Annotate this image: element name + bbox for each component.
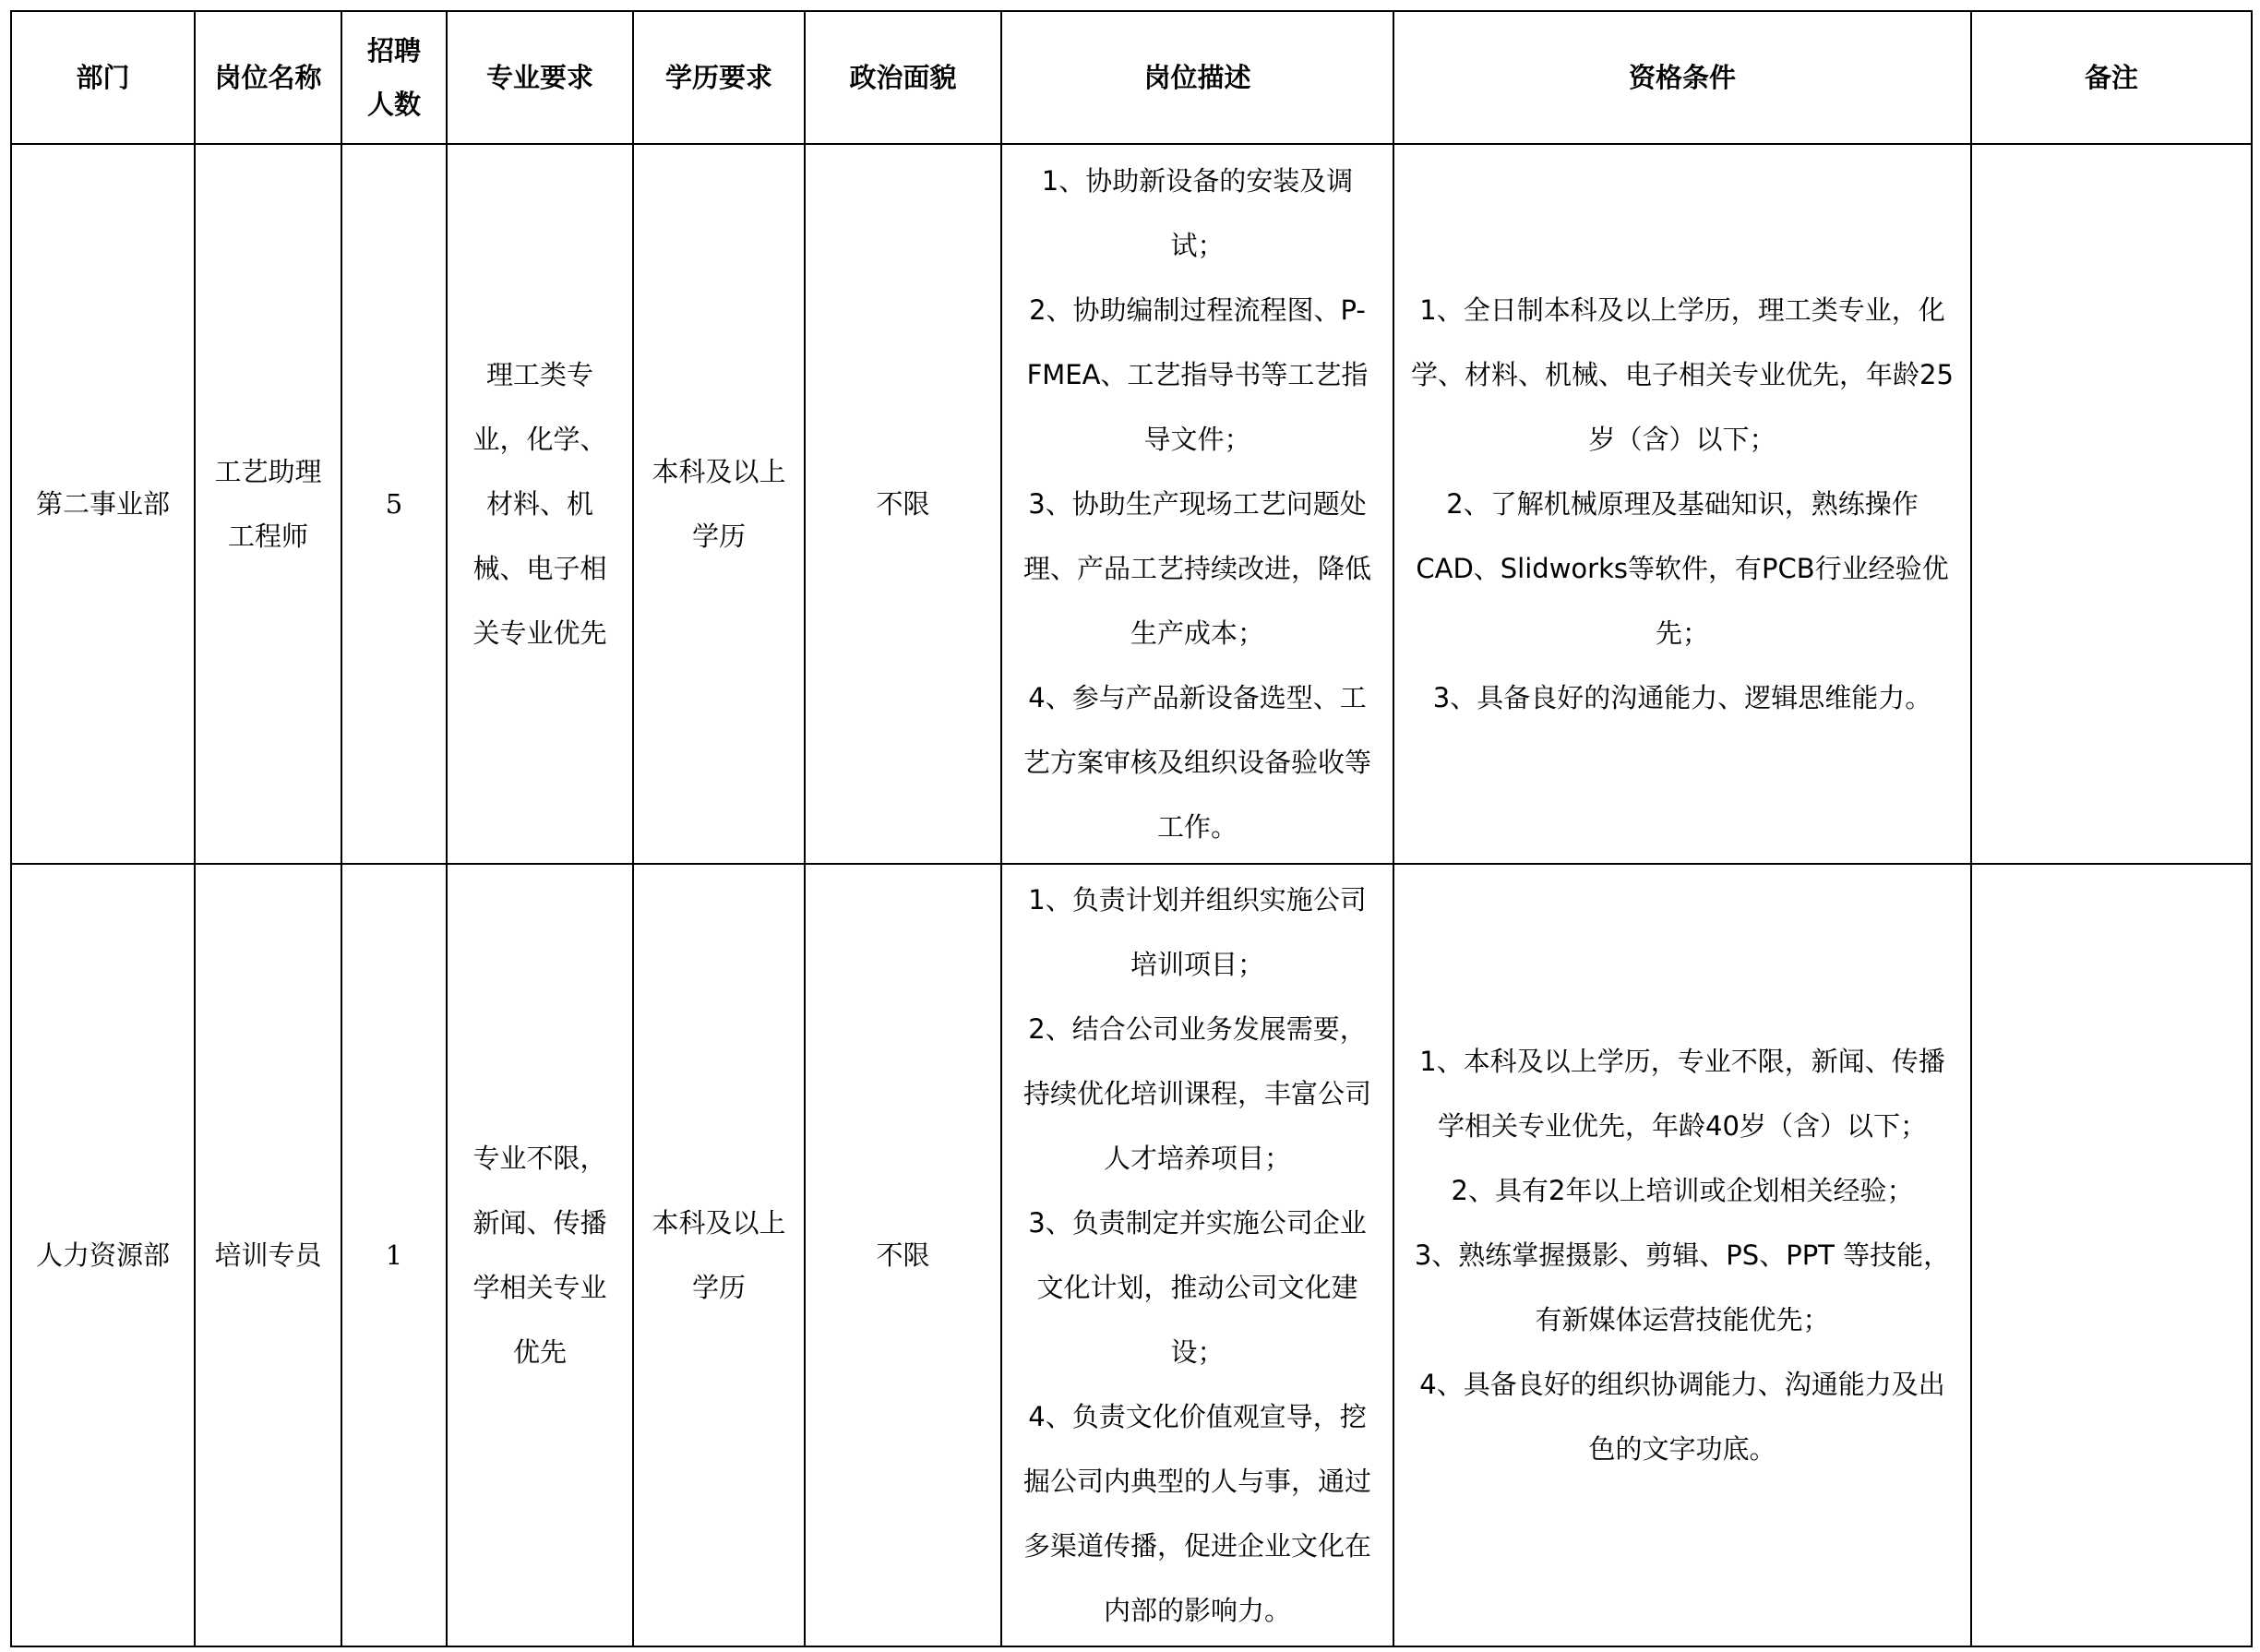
cell-line: 学历 xyxy=(691,521,746,552)
header-qual: 资格条件 xyxy=(1393,11,1971,144)
cell-line: 学、材料、机械、电子相关专业优先，年龄25 xyxy=(1411,359,1954,390)
cell-line: 导文件； xyxy=(1143,424,1251,455)
cell-major xyxy=(447,144,633,864)
cell-line: 多渠道传播，促进企业文化在 xyxy=(1022,1530,1371,1562)
cell-line: 学相关专业优先，年龄40岁（含）以下； xyxy=(1438,1110,1927,1142)
cell-line: 3、熟练掌握摄影、剪辑、PS、PPT 等技能， xyxy=(1414,1239,1951,1271)
cell-line: 设； xyxy=(1170,1336,1225,1368)
header-desc: 岗位描述 xyxy=(1001,11,1393,144)
cell-desc xyxy=(1001,144,1393,864)
header-count-line: 招聘 xyxy=(366,35,421,66)
cell-line: 工作。 xyxy=(1156,811,1238,843)
cell-line: 3、协助生产现场工艺问题处 xyxy=(1028,488,1367,520)
cell-dept: 人力资源部 xyxy=(11,864,195,1646)
cell-count: 5 xyxy=(341,144,447,864)
cell-line: FMEA、工艺指导书等工艺指 xyxy=(1026,359,1369,390)
table-row xyxy=(11,864,2252,1646)
cell-line: 试； xyxy=(1170,230,1225,261)
header-row xyxy=(11,11,2252,144)
header-edu: 学历要求 xyxy=(633,11,805,144)
cell-line: 文化计划，推动公司文化建 xyxy=(1036,1272,1358,1303)
cell-line: 新闻、传播 xyxy=(472,1207,607,1239)
header-count-line: 人数 xyxy=(366,89,421,120)
cell-line: 工艺助理 xyxy=(214,456,322,487)
cell-note xyxy=(1971,864,2252,1646)
cell-line: 2、具有2年以上培训或企划相关经验； xyxy=(1451,1175,1914,1206)
recruitment-table xyxy=(10,10,2253,1647)
cell-line: 培训项目； xyxy=(1130,949,1264,980)
cell-note xyxy=(1971,144,2252,864)
cell-desc xyxy=(1001,864,1393,1646)
cell-major xyxy=(447,864,633,1646)
cell-line: 2、协助编制过程流程图、P- xyxy=(1029,294,1366,326)
cell-line: 生产成本； xyxy=(1130,617,1264,649)
cell-line: 持续优化培训课程，丰富公司 xyxy=(1022,1078,1371,1109)
cell-line: 业，化学、 xyxy=(472,424,607,455)
header-note: 备注 xyxy=(1971,11,2252,144)
cell-position xyxy=(195,864,341,1646)
cell-qual xyxy=(1393,144,1971,864)
cell-line: 专业不限， xyxy=(472,1143,607,1174)
cell-political: 不限 xyxy=(805,864,1001,1646)
cell-line: 1、全日制本科及以上学历，理工类专业，化 xyxy=(1419,294,1945,326)
cell-line: 3、具备良好的沟通能力、逻辑思维能力。 xyxy=(1432,682,1932,713)
cell-line: 关专业优先 xyxy=(472,617,607,649)
cell-qual xyxy=(1393,864,1971,1646)
cell-line: 有新媒体运营技能优先； xyxy=(1535,1304,1830,1335)
cell-edu xyxy=(633,144,805,864)
header-position: 岗位名称 xyxy=(195,11,341,144)
cell-line: 本科及以上 xyxy=(652,456,786,487)
cell-line: 1、本科及以上学历，专业不限，新闻、传播 xyxy=(1419,1046,1945,1077)
cell-count: 1 xyxy=(341,864,447,1646)
cell-line: 岁（含）以下； xyxy=(1588,424,1776,455)
cell-line: 掘公司内典型的人与事，通过 xyxy=(1022,1466,1371,1497)
cell-line: 先； xyxy=(1655,617,1709,649)
cell-line: 艺方案审核及组织设备验收等 xyxy=(1022,747,1371,778)
cell-line: 械、电子相 xyxy=(472,553,607,584)
cell-line: 理工类专 xyxy=(485,359,593,390)
cell-position xyxy=(195,144,341,864)
cell-line: 理、产品工艺持续改进，降低 xyxy=(1022,553,1371,584)
cell-line: 材料、机 xyxy=(485,488,593,520)
cell-line: 学相关专业 xyxy=(472,1272,607,1303)
cell-line: CAD、Slidworks等软件，有PCB行业经验优 xyxy=(1416,553,1949,584)
cell-line: 2、了解机械原理及基础知识，熟练操作 xyxy=(1446,488,1919,520)
cell-line: 2、结合公司业务发展需要， xyxy=(1028,1013,1367,1045)
table-row xyxy=(11,144,2252,864)
cell-line: 培训专员 xyxy=(214,1239,322,1271)
header-political: 政治面貌 xyxy=(805,11,1001,144)
cell-line: 工程师 xyxy=(227,521,308,552)
cell-edu xyxy=(633,864,805,1646)
header-dept: 部门 xyxy=(11,11,195,144)
cell-line: 优先 xyxy=(512,1336,567,1368)
cell-line: 3、负责制定并实施公司企业 xyxy=(1028,1207,1367,1239)
cell-line: 4、具备良好的组织协调能力、沟通能力及出 xyxy=(1419,1369,1945,1400)
cell-line: 内部的影响力。 xyxy=(1103,1595,1291,1626)
cell-dept: 第二事业部 xyxy=(11,144,195,864)
cell-line: 1、负责计划并组织实施公司 xyxy=(1028,884,1367,916)
cell-line: 人才培养项目； xyxy=(1103,1143,1291,1174)
cell-line: 本科及以上 xyxy=(652,1207,786,1239)
cell-line: 4、负责文化价值观宣导，挖 xyxy=(1028,1401,1367,1432)
cell-line: 1、协助新设备的安装及调 xyxy=(1041,165,1354,197)
cell-political: 不限 xyxy=(805,144,1001,864)
header-major: 专业要求 xyxy=(447,11,633,144)
cell-line: 色的文字功底。 xyxy=(1588,1433,1776,1465)
cell-line: 学历 xyxy=(691,1272,746,1303)
header-count xyxy=(341,11,447,144)
cell-line: 4、参与产品新设备选型、工 xyxy=(1028,682,1367,713)
